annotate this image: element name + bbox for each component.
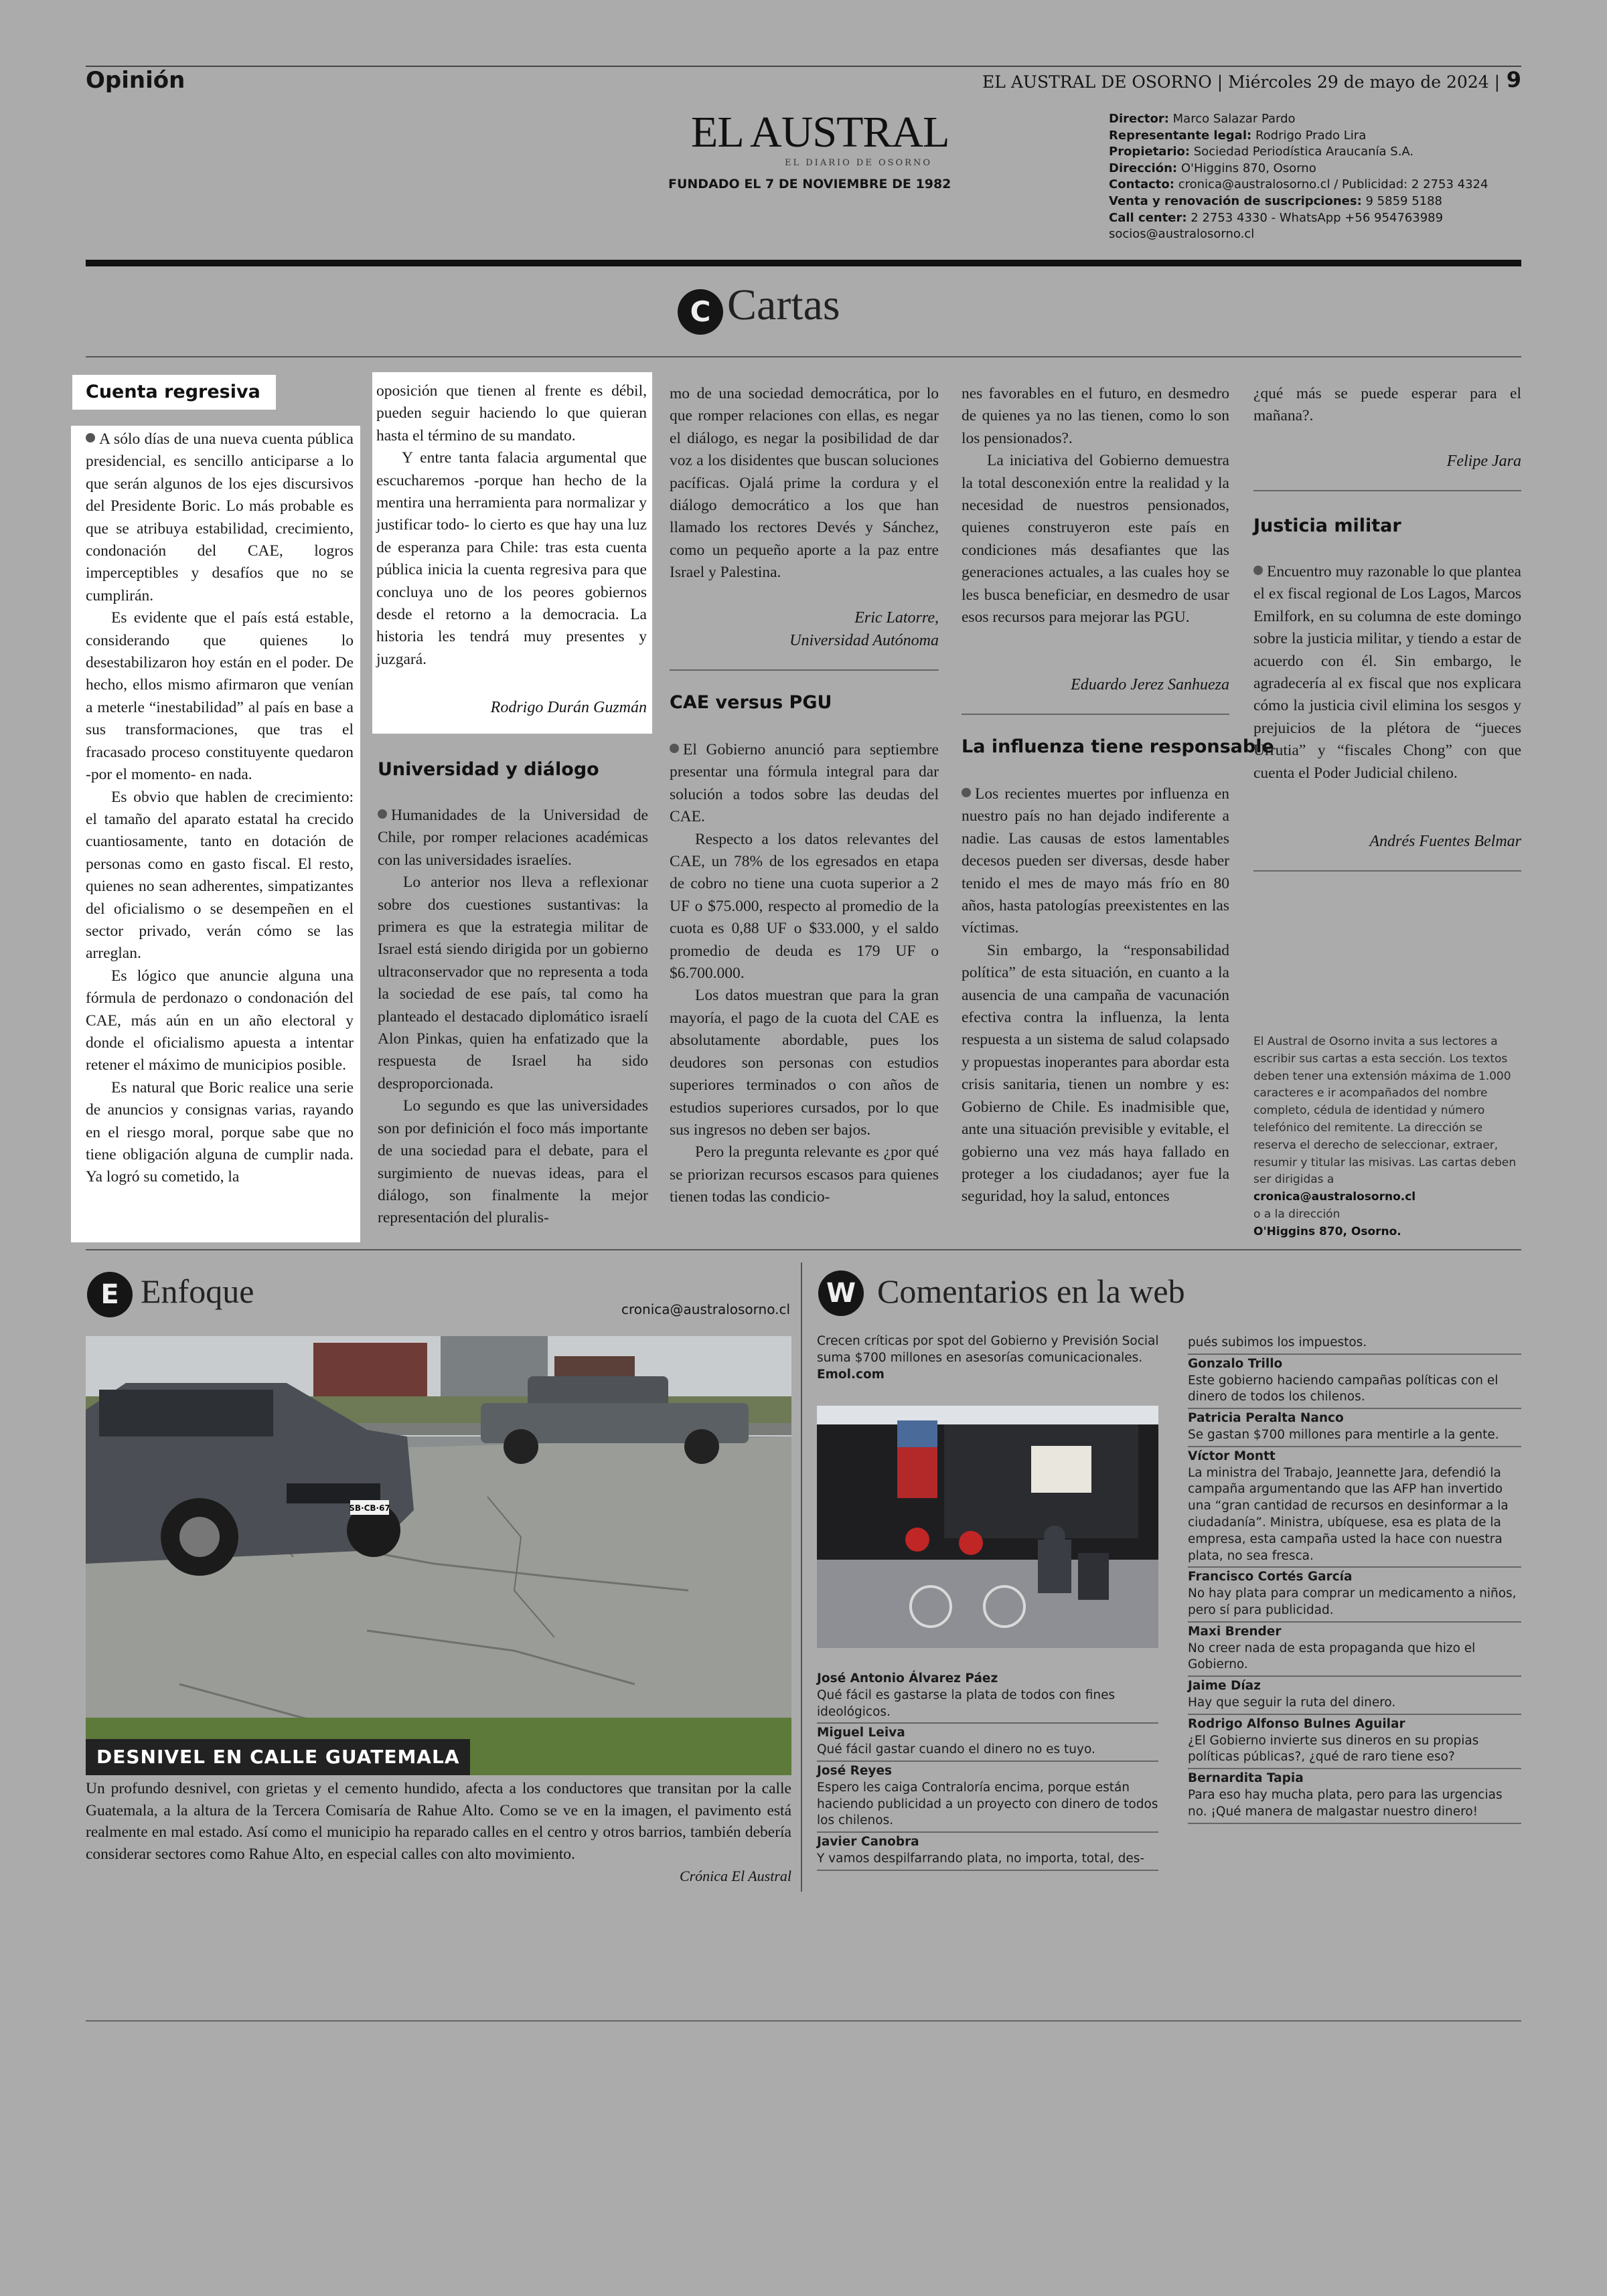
header-thick-rule	[86, 260, 1521, 266]
letter-title-universidad: Universidad y diálogo	[378, 759, 599, 780]
signature-cuenta-regresiva: Rodrigo Durán Guzmán	[490, 699, 647, 716]
page-number: 9	[1506, 67, 1521, 92]
web-comment: Maxi Brender No creer nada de esta propaganda que hizo el Gobierno.	[1188, 1623, 1521, 1677]
cartas-rule	[86, 356, 1521, 357]
bullet-icon	[962, 788, 971, 797]
web-comment: Víctor Montt La ministra del Trabajo, Jeannette Jara, defendió la campaña argumentando que las AFP han invertido una “gran cantidad de recursos en desinformar a la ciudadanía”. Ministra, ubíquese, esa es plata de la empresa, esta campaña usted la hace con nuestra plata, no sea fresca.	[1188, 1447, 1521, 1568]
cartas-badge: C	[678, 289, 723, 335]
signature-universidad: Eric Latorre, Universidad Autónoma	[789, 609, 939, 649]
signature-cae: Eduardo Jerez Sanhueza	[1071, 676, 1229, 693]
web-intro: Crecen críticas por spot del Gobierno y Previsión Social suma $700 millones en asesorías comunicacionales. Emol.com	[817, 1334, 1159, 1382]
bullet-icon	[378, 809, 387, 819]
letters-invite	[1253, 1034, 1521, 1241]
letter-title-cuenta-regresiva: Cuenta regresiva	[86, 382, 260, 402]
page-bottom-rule	[86, 2020, 1521, 2022]
web-comment: José Reyes Espero les caiga Contraloría encima, porque están haciendo publicidad a un proyecto con dinero de todos los chilenos.	[817, 1762, 1158, 1833]
letter-body-influenza-col1: Los recientes muertes por influenza en nuestro país no han dejado indiferente a nadie. Las causas de estos lamentables decesos pueden ser diversas, desde haber tenido el mes de mayo más frío en 80 años, hasta patologías preexistentes en las víctimas. Sin embargo, la “responsabilidad política” de esta situación, en cuanto a la ausencia de una campaña de vacunación efectiva contra la influenza, la lenta respuesta a un sistema de salud colapsado y propuestas inoperantes para abordar esta crisis sanitaria, tienen un nombre y es: Gobierno de Chile. Es inadmisible que, ante una situación previsible y evitable, el gobierno una vez más haya fallado en proteger a los ciudadanos; ayer fue la seguridad, hoy la salud, entonces	[962, 785, 1229, 1206]
rule-universidad	[670, 669, 939, 671]
enfoque-photo	[86, 1336, 791, 1775]
staff-row: Venta y renovación de suscripciones: 9 5859 5188	[1109, 193, 1443, 208]
letter-title-influenza: La influenza tiene responsable	[962, 736, 1274, 757]
letter-body-cae-col1: El Gobierno anunció para septiembre presentar una fórmula integral para dar solución a todos sobre las deudas del CAE. Respecto a los datos relevantes del CAE, un 78% de los egresados en etapa de cobro no tiene una cuota superior a 2 UF o $75.000, respecto al promedio de la cuota es 0,88 UF o $33.000, y el saldo promedio de deuda es 179 UF o $6.700.000. Los datos muestran que para la gran mayoría, el pago de la cuota del CAE es absolutamente abordable, pues los deudores son personas con estudios superiores terminados o con años de estudios superiores cursados, por lo que sus ingresos no deben ser bajos. Pero la pregunta relevante es ¿por qué se priorizan recursos escasos para quienes tienen todas las condicio-	[670, 741, 939, 1206]
bottom-section-rule	[86, 1249, 1521, 1250]
enfoque-title: Enfoque	[141, 1273, 254, 1310]
web-comment: Jaime Díaz Hay que seguir la ruta del dinero.	[1188, 1677, 1521, 1715]
staff-row: Call center: 2 2753 4330 - WhatsApp +56 954763989	[1109, 210, 1444, 225]
invite-or: o a la dirección	[1253, 1207, 1341, 1221]
signature-influenza: Felipe Jara	[1446, 453, 1521, 470]
staff-row: socios@australosorno.cl	[1109, 227, 1255, 242]
web-comment: Javier Canobra Y vamos despilfarrando plata, no importa, total, des-	[817, 1833, 1158, 1871]
staff-box	[1109, 111, 1524, 243]
staff-row: Propietario: Sociedad Periodística Araucanía S.A.	[1109, 145, 1414, 159]
letter-body-universidad-col1: Humanidades de la Universidad de Chile, por romper relaciones académicas con las universidades israelíes. Lo anterior nos lleva a reflexionar sobre dos cuestiones sustantivas: la primera es que la estrategia militar de Israel está siendo dirigida por un gobierno ultraconservador que no representa a toda la sociedad de ese país, tal como ha planteado el destacado diplomático israelí Alon Pinkas, quien ha enfatizado que la respuesta de Israel ha sido desproporcionada. Lo segundo es que las universidades son por definición el foco más importante de una sociedad para el debate, para el surgimiento de nuevas ideas, para el diálogo, son finalmente la mejor representación del pluralis-	[378, 807, 648, 1227]
letter-title-justicia: Justicia militar	[1253, 515, 1401, 536]
web-intro-source: Emol.com	[817, 1367, 885, 1382]
license-plate: SB·CB·67	[349, 1503, 390, 1513]
staff-row: Representante legal: Rodrigo Prado Lira	[1109, 128, 1367, 143]
enfoque-badge: E	[87, 1272, 133, 1317]
staff-row: Dirección: O'Higgins 870, Osorno	[1109, 161, 1316, 175]
cartas-title: Cartas	[727, 280, 840, 329]
web-comment: Miguel Leiva Qué fácil gastar cuando el dinero no es tuyo.	[817, 1724, 1158, 1762]
column-divider	[801, 1262, 802, 1892]
web-comments-left	[817, 1669, 1158, 1871]
masthead-logo: EL AUSTRAL	[691, 108, 949, 157]
letter-body-justicia: Encuentro muy razonable lo que plantea el ex fiscal regional de Los Lagos, Marcos Emilfork, en su columna de este domingo sobre la justicia militar, y tiendo a estar de acuerdo con él. Sin embargo, le agradecería al ex fiscal que nos explicara cómo la justicia civil elimina los sesgos y prejuicios de la plétora de “jueces Urrutia” y “fiscales Chong” con que cuenta el Poder Judicial chileno.	[1253, 563, 1521, 782]
header-top-rule	[86, 66, 1521, 67]
bullet-icon	[1253, 566, 1263, 575]
letter-body-universidad-col2: mo de una sociedad democrática, por lo que romper relaciones con ellas, es negar el diálogo, es negar la posibilidad de dar voz a los disidentes que buscan soluciones pacíficas. Ojalá prime la cordura y el diálogo democrático a los que han llamado los rectores Devés y Sánchez, como un pequeño aporte a la paz entre Israel y Palestina.	[670, 385, 939, 582]
staff-row: Director: Marco Salazar Pardo	[1109, 112, 1296, 126]
rule-justicia	[1253, 870, 1521, 872]
enfoque-email: cronica@australosorno.cl	[621, 1301, 790, 1317]
web-comments-right	[1188, 1333, 1521, 1824]
letter-body-cae-col2: nes favorables en el futuro, en desmedro de quienes ya no las tienen, como lo son los pensionados?. La iniciativa del Gobierno demuestra la total desconexión entre la realidad y la necesidad de nuestros pensionados, quienes construyeron este país en condiciones más desafiantes que las generaciones actuales, a las cuales hoy se les busca beneficiar, en desmedro de usar esos recursos para mejorar las PGU.	[962, 385, 1229, 627]
founded-line: FUNDADO EL 7 DE NOVIEMBRE DE 1982	[668, 177, 951, 191]
web-comment: Rodrigo Alfonso Bulnes Aguilar ¿El Gobierno invierte sus dineros en su propias políticas públicas?, ¿qué de raro tiene eso?	[1188, 1715, 1521, 1769]
enfoque-credit: Crónica El Austral	[679, 1868, 791, 1884]
web-comment: Bernardita Tapia Para eso hay mucha plata, pero para las urgencias no. ¡Qué manera de malgastar nuestro dinero!	[1188, 1769, 1521, 1823]
masthead-subtitle: EL DIARIO DE OSORNO	[785, 158, 933, 168]
invite-address: O'Higgins 870, Osorno.	[1253, 1224, 1401, 1238]
photo-label: DESNIVEL EN CALLE GUATEMALA	[86, 1739, 470, 1775]
web-comment: Gonzalo Trillo Este gobierno haciendo campañas políticas con el dinero de todos los chilenos.	[1188, 1355, 1521, 1409]
bullet-icon	[86, 433, 95, 442]
web-photo	[817, 1406, 1158, 1648]
web-badge: W	[818, 1270, 864, 1316]
section-label: Opinión	[86, 67, 185, 94]
invite-text: El Austral de Osorno invita a sus lectores a escribir sus cartas a esta sección. Los textos deben tener una extensión máxima de 1.000 caracteres e ir acompañados del nombre completo, cédula de identidad y número telefónico del remitente. La dirección se reserva el derecho de seleccionar, extraer, resumir y titular las misivas. Las cartas deben ser dirigidas a	[1253, 1035, 1517, 1187]
signature-justicia: Andrés Fuentes Belmar	[1369, 833, 1521, 850]
letter-body-cuenta-regresiva-col1: A sólo días de una nueva cuenta pública presidencial, es sencillo anticiparse a lo que serán algunos de los ejes discursivos del Presidente Boric. Lo más probable es que se atribuya estabilidad, crecimiento, condonación del CAE, logros imperceptibles y desafíos que no se cumplirán. Es evidente que el país está estable, considerando que quienes lo desestabilizaron hoy están en el poder. De hecho, ellos mismo afirmaron que venían a meterle “inestabilidad” al país en base a sus transformaciones, que tras el fracasado proceso constituyente quedaron -por el momento- en nada. Es obvio que hablen de crecimiento: el tamaño del aparato estatal ha crecido cuantiosamente, tanto en dotación de personas como en gasto fiscal. El resto, quienes no sean adherentes, simpatizantes del oficialismo o se desempeñen en el sector privado, verán cómo se las arreglan. Es lógico que anuncie alguna una fórmula de perdonazo o condonación del CAE, más aún en un año electoral y donde el oficialismo apuesta a intentar retener el máximo de municipios posible. Es natural que Boric realice una serie de anuncios y consignas varias, rayando en el riesgo moral, porque sabe que no tiene obligación alguna de cumplir nada. Ya logró su cometido, la	[86, 430, 354, 1186]
bullet-icon	[670, 744, 679, 753]
enfoque-caption: Un profundo desnivel, con grietas y el cemento hundido, afecta a los conductores que transitan por la calle Guatemala, a la altura de la Tercera Comisaría de Rahue Alto. Como se ve en la imagen, el pavimento está realmente en mal estado. Así como el municipio ha reparado calles en el centro y otros barrios, también debería considerar sectores como Rahue Alto, en especial calles con alto movimiento.	[86, 1780, 791, 1863]
rule-influenza	[1253, 490, 1521, 491]
staff-row: Contacto: cronica@australosorno.cl / Publicidad: 2 2753 4324	[1109, 177, 1488, 192]
web-title: Comentarios en la web	[877, 1273, 1185, 1310]
web-comment: Francisco Cortés García No hay plata para comprar un medicamento a niños, pero sí para publicidad.	[1188, 1568, 1521, 1622]
rule-cae	[962, 714, 1229, 715]
web-comment: José Antonio Álvarez Páez Qué fácil es gastarse la plata de todos con fines ideológicos.	[817, 1669, 1158, 1724]
web-comment-continued: pués subimos los impuestos.	[1188, 1333, 1521, 1355]
web-comment: Patricia Peralta Nanco Se gastan $700 millones para mentirle a la gente.	[1188, 1409, 1521, 1447]
letter-title-cae: CAE versus PGU	[670, 692, 832, 713]
letter-body-cuenta-regresiva-col2: oposición que tienen al frente es débil, pueden seguir haciendo lo que quieran hasta el término de su mandato. Y entre tanta falacia argumental que escucharemos -porque han hecho de la mentira una herramienta para normalizar y justificar todo- lo cierto es que hay una luz de esperanza para Chile: tras esta cuenta pública inicia la cuenta regresiva para que concluya uno de los peores gobiernos desde el retorno a la democracia. La historia les tendrá muy presentes y juzgará.	[376, 382, 647, 668]
letter-body-influenza-col2: ¿qué más se puede esperar para el mañana?.	[1253, 385, 1521, 425]
paper-date: EL AUSTRAL DE OSORNO | Miércoles 29 de mayo de 2024 |	[982, 72, 1500, 92]
invite-email: cronica@australosorno.cl	[1253, 1190, 1416, 1204]
